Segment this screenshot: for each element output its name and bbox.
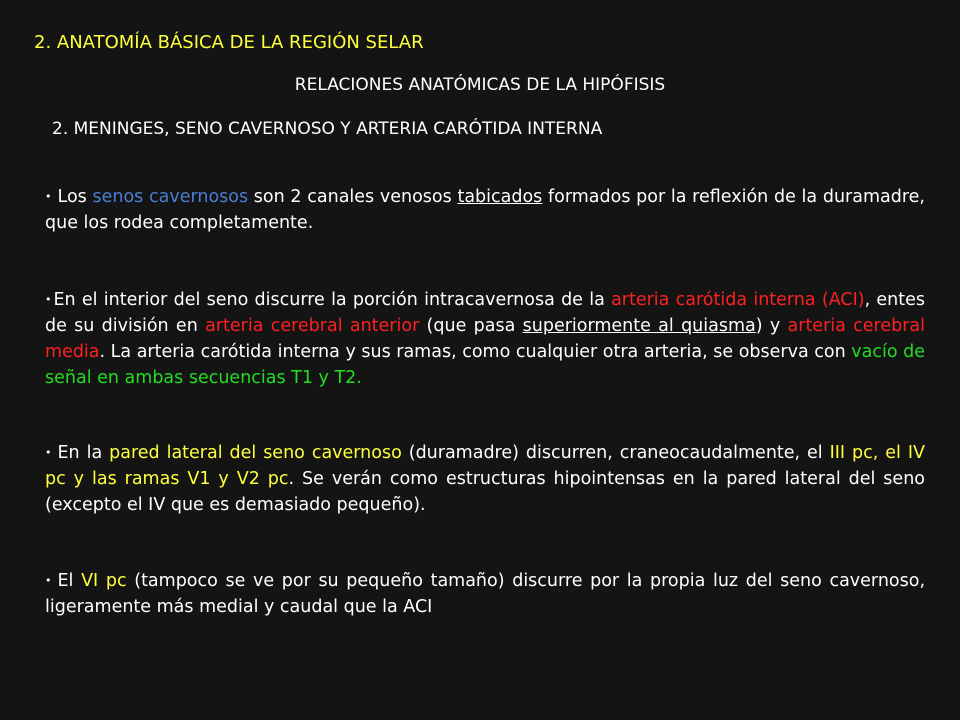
p2-text-1: En el interior del seno discurre la porción intracavernosa de la — [53, 290, 612, 310]
p2-highlight-vacio-senal: vacío de señal en ambas secuencias T1 y T2. — [45, 342, 925, 388]
paragraph-vi-pc — [45, 568, 925, 620]
slide-subtitle — [0, 75, 960, 95]
bullet-icon: • — [45, 446, 52, 459]
p1-text-1: Los — [57, 187, 93, 207]
bullet-icon: • — [45, 190, 52, 203]
paragraph-arteria-carotida — [45, 287, 925, 391]
paragraph-senos-cavernosos — [45, 184, 925, 236]
p4-highlight-vi-pc: VI pc — [81, 571, 127, 591]
p1-highlight-senos: senos cavernosos — [92, 187, 249, 207]
p2-text-4: ) y — [755, 316, 788, 336]
p3-text-3: . Se verán como estructuras hipointensas en la pared lateral del seno (excepto el IV que es demasiado pequeño). — [45, 469, 925, 515]
paragraph-pared-lateral — [45, 440, 925, 518]
p4-text-1: El — [57, 571, 82, 591]
p2-underline-quiasma: superiormente al quiasma — [522, 316, 756, 336]
p1-underline-tabicados: tabicados — [457, 187, 543, 207]
p1-text-2: son 2 canales venosos — [248, 187, 458, 207]
p2-highlight-cerebral-media: arteria cerebral media — [45, 316, 926, 362]
p1-text-3: formados por la reflexión de la duramadre, que los rodea completamente. — [45, 187, 925, 233]
p2-text-2: , entes de su división en — [45, 290, 926, 336]
bullet-icon: • — [45, 574, 52, 587]
p2-text-5: . La arteria carótida interna y sus ramas, como cualquier otra arteria, se observa con — [99, 342, 852, 362]
p3-text-1: En la — [57, 443, 110, 463]
bullet-icon: • — [45, 293, 52, 306]
p2-highlight-cerebral-anterior: arteria cerebral anterior — [205, 316, 420, 336]
topic-heading: 2. MENINGES, SENO CAVERNOSO Y ARTERIA CARÓTIDA INTERNA — [52, 119, 603, 139]
p2-highlight-aci: arteria carótida interna (ACI) — [611, 290, 865, 310]
p3-highlight-pares-craneales: III pc, el IV pc y las ramas V1 y V2 pc — [45, 443, 925, 489]
p4-text-2: (tampoco se ve por su pequeño tamaño) discurre por la propia luz del seno cavernoso, ligeramente más medial y caudal que la ACI — [45, 571, 926, 617]
p3-text-2: (duramadre) discurren, craneocaudalmente, el — [401, 443, 830, 463]
section-title: 2. ANATOMÍA BÁSICA DE LA REGIÓN SELAR — [34, 32, 424, 53]
slide-subtitle-text: RELACIONES ANATÓMICAS DE LA HIPÓFISIS — [294, 75, 666, 95]
p3-highlight-pared-lateral: pared lateral del seno cavernoso — [109, 443, 402, 463]
p2-text-3: (que pasa — [419, 316, 523, 336]
